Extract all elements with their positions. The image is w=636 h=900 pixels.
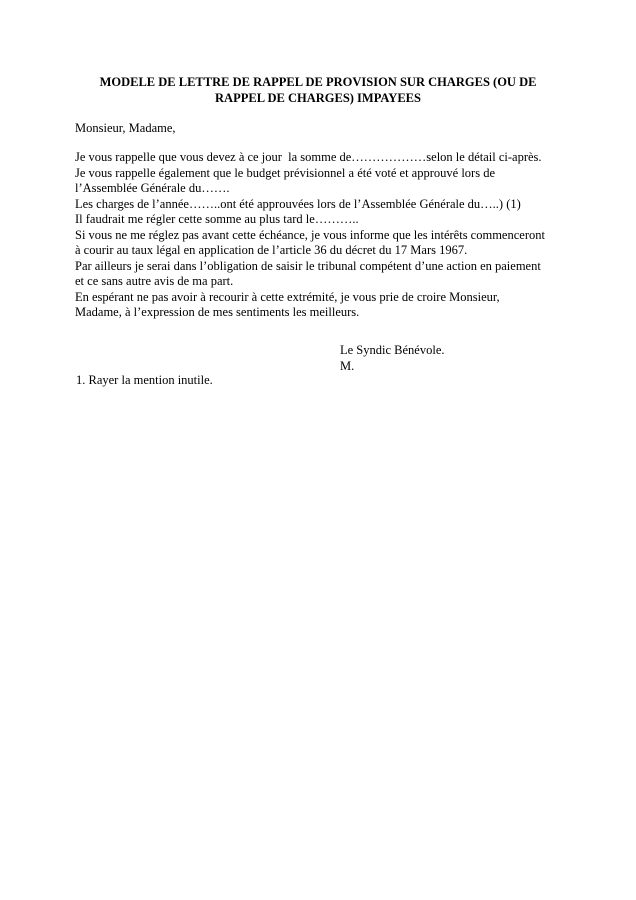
body-line: Je vous rappelle également que le budget prévisionnel a été voté et approuvé lors de <box>75 165 495 180</box>
body-line: Madame, à l’expression de mes sentiments les meilleurs. <box>75 305 360 319</box>
signature-title: Le Syndic Bénévole. <box>340 343 445 357</box>
letter-title-line-2: RAPPEL DE CHARGES) IMPAYEES <box>215 90 421 105</box>
body-line: l’Assemblée Générale du……. <box>75 181 230 195</box>
footnote: 1. Rayer la mention inutile. <box>76 373 213 387</box>
body-line: Il faudrait me régler cette somme au plus tard le……….. <box>75 212 359 226</box>
body-line: Par ailleurs je serai dans l’obligation de saisir le tribunal compétent d’une action en paiement <box>75 258 541 273</box>
letter-title <box>0 75 636 106</box>
body-line: En espérant ne pas avoir à recourir à cette extrémité, je vous prie de croire Monsieur, <box>75 289 500 304</box>
body-line: Je vous rappelle que vous devez à ce jour la somme de………………selon le détail ci-après. <box>75 150 542 164</box>
signature-block <box>340 343 445 374</box>
signature-initial: M. <box>340 358 355 373</box>
salutation: Monsieur, Madame, <box>75 121 176 135</box>
body-line: à courir au taux légal en application de l’article 36 du décret du 17 Mars 1967. <box>75 243 468 257</box>
letter-body <box>75 150 585 321</box>
letter-title-line-1: MODELE DE LETTRE DE RAPPEL DE PROVISION SUR CHARGES (OU DE <box>99 75 537 89</box>
body-line: Les charges de l’année……..ont été approuvées lors de l’Assemblée Générale du…..) (1) <box>75 196 521 211</box>
body-line: et ce sans autre avis de ma part. <box>75 274 234 288</box>
body-line: Si vous ne me réglez pas avant cette échéance, je vous informe que les intérêts commenceront <box>75 227 545 242</box>
